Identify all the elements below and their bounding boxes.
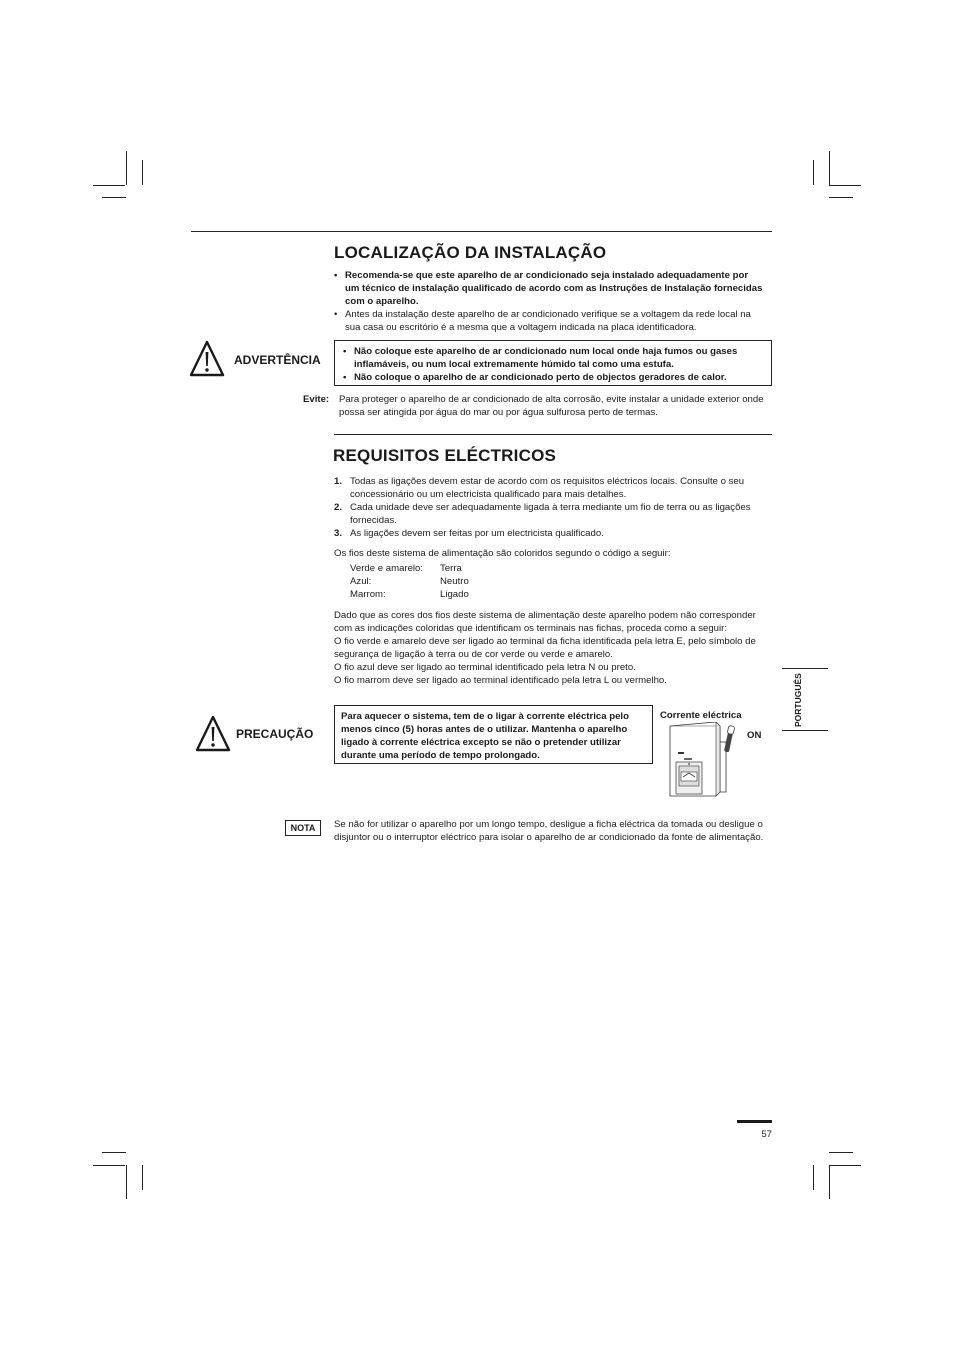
paragraph-line: Dado que as cores dos fios deste sistema de alimentação deste aparelho podem não corresponder com as indicações coloridas que identificam os terminais nas fichas, proceda como a seguir: [334, 610, 756, 634]
requirement-item: 3. As ligações devem ser feitas por um electricista qualificado. [334, 528, 604, 539]
crop-mark [102, 1152, 126, 1153]
wire-code-table [350, 562, 469, 601]
electrical-requirements-list [334, 475, 767, 540]
crop-mark [126, 1165, 127, 1199]
wire-code-row: Marrom: Ligado [350, 589, 469, 600]
crop-mark [126, 151, 127, 185]
crop-mark [142, 160, 143, 185]
note-badge: NOTA [285, 820, 321, 836]
warning-triangle-icon [189, 340, 225, 377]
section-title-electrical: REQUISITOS ELÉCTRICOS [333, 446, 557, 465]
crop-mark [93, 1165, 125, 1166]
crop-mark [813, 1165, 814, 1190]
section-rule [334, 434, 772, 435]
crop-mark [829, 151, 830, 185]
warning-box [334, 340, 772, 386]
paragraph-line: O fio marrom deve ser ligado ao terminal identificado pela letra L ou vermelho. [334, 675, 667, 686]
crop-mark [93, 185, 125, 186]
page-number-bar [737, 1120, 772, 1123]
breaker-switch-illustration [662, 722, 744, 798]
installation-bullets [334, 269, 764, 334]
crop-mark [829, 197, 853, 198]
wire-code-row: Azul: Neutro [350, 576, 469, 587]
section-title-installation: LOCALIZAÇÃO DA INSTALAÇÃO [334, 243, 607, 262]
page-number: 57 [761, 1129, 772, 1140]
wire-intro: Os fios deste sistema de alimentação são coloridos segundo o código a seguir: [334, 548, 671, 559]
installation-bullet: • Recomenda-se que este aparelho de ar condicionado seja instalado adequadamente por um técnico de instalação qualificado de acordo com as Instruções de Instalação fornecidas com o aparelho. [334, 269, 764, 308]
crop-mark [813, 160, 814, 185]
side-tab-bottom-rule [782, 730, 828, 731]
warning-label: ADVERTÊNCIA [234, 353, 321, 367]
paragraph-line: O fio verde e amarelo deve ser ligado ao terminal da ficha identificada pela letra E, pelo símbolo de segurança de ligação à terra ou de cor verde ou verde e amarelo. [334, 636, 756, 660]
caution-text: Para aquecer o sistema, tem de o ligar à corrente eléctrica pelo menos cinco (5) horas antes de o utilizar. Mantenha o aparelho ligado à corrente eléctrica excepto se não o pretender utilizar durante uma período de tempo prolongado. [341, 711, 629, 761]
crop-mark [829, 1165, 861, 1166]
crop-mark [829, 1152, 853, 1153]
crop-mark [829, 1165, 830, 1199]
wire-code-row: Verde e amarelo: Terra [350, 563, 462, 574]
requirement-item: 2. Cada unidade deve ser adequadamente ligada à terra mediante um fio de terra ou as ligações fornecidas. [334, 502, 751, 526]
warning-item: • Não coloque este aparelho de ar condicionado num local onde haja fumos ou gases inflamáveis, ou num local extremamente húmido tal como uma estufa. [343, 345, 763, 371]
wire-color-paragraph [334, 609, 769, 687]
caution-label: PRECAUÇÃO [236, 727, 314, 741]
installation-bullet: • Antes da instalação deste aparelho de ar condicionado verifique se a voltagem da rede local na sua casa ou escritório é a mesma que a voltagem indicada na placa identificadora. [334, 308, 764, 334]
paragraph-line: O fio azul deve ser ligado ao terminal identificado pela letra N ou preto. [334, 662, 636, 673]
requirement-item: 1. Todas as ligações devem estar de acordo com os requisitos eléctricos locais. Consulte o seu concessionário ou um electricista qualificado para mais detalhes. [334, 476, 745, 500]
avoid-label: Evite: [303, 394, 330, 405]
caution-triangle-icon [195, 715, 231, 752]
crop-mark [102, 197, 126, 198]
warning-item: • Não coloque o aparelho de ar condicionado perto de objectos geradores de calor. [343, 371, 763, 384]
side-language-tab: PORTUGUÊS [793, 673, 803, 727]
crop-mark [829, 185, 861, 186]
side-tab-top-rule [782, 668, 828, 669]
top-rule [191, 231, 772, 232]
figure-title: Corrente eléctrica [660, 710, 742, 721]
figure-on-label: ON [747, 730, 762, 741]
warning-list [343, 345, 763, 384]
note-text: Se não for utilizar o aparelho por um longo tempo, desligue a ficha eléctrica da tomada ou desligue o disjuntor ou o interruptor eléctrico para isolar o aparelho de ar condicionado da fonte de alimentação. [334, 819, 764, 843]
caution-box [334, 705, 653, 764]
avoid-text: Para proteger o aparelho de ar condicionado de alta corrosão, evite instalar a unidade exterior onde possa ser atingida por água do mar ou por água sulfurosa perto de termas. [339, 394, 764, 418]
crop-mark [142, 1165, 143, 1190]
